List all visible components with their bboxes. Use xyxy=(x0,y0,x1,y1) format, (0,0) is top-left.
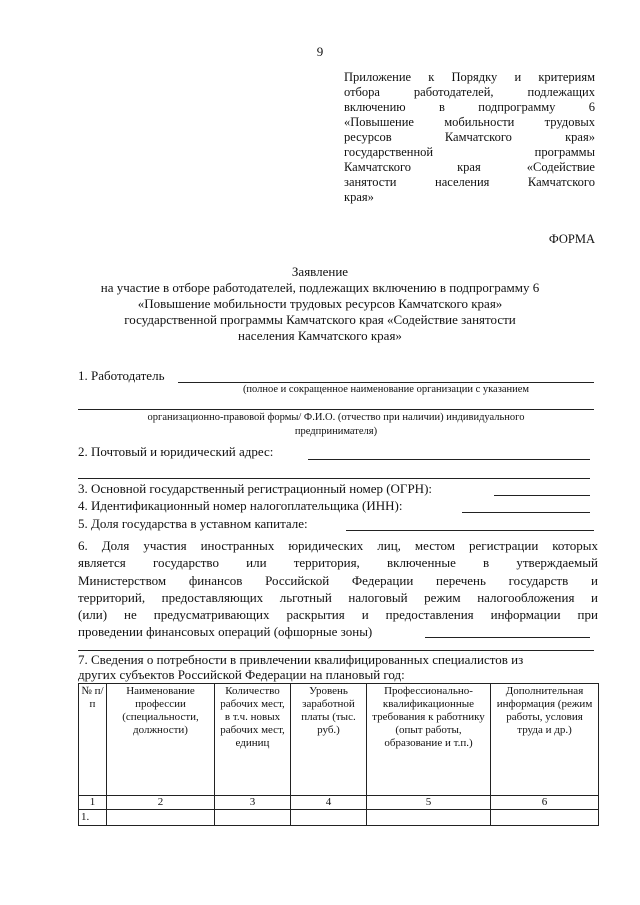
column-number: 4 xyxy=(291,796,367,810)
word: предоставления xyxy=(385,607,474,623)
header-requirements: Профессионально-квалификационные требования к работнику (опыт работы, образование и т.п.) xyxy=(367,684,491,796)
header-additional-info: Дополнительная информация (режим работы, условия труда и др.) xyxy=(491,684,599,796)
text-line xyxy=(344,100,595,115)
word: государство xyxy=(152,555,219,571)
word: программы xyxy=(534,145,595,159)
word: в xyxy=(439,100,445,114)
word: юридических xyxy=(288,538,364,553)
text-line xyxy=(344,160,595,175)
requirements-table xyxy=(78,683,599,826)
title-line: населения Камчатского края» xyxy=(238,328,402,343)
word: подлежащих xyxy=(527,85,595,99)
word: утверждаемый xyxy=(516,555,598,571)
state-share-label: 5. Доля государства в уставном капитале: xyxy=(78,516,308,531)
ogrn-input-line[interactable] xyxy=(494,495,590,496)
table-header-row xyxy=(79,684,599,796)
section7-line: 7. Сведения о потребности в привлечении квалифицированных специалистов из xyxy=(78,652,524,667)
word: налоговый xyxy=(348,589,408,605)
section7-line: других субъектов Российской Федерации на плановый год: xyxy=(78,667,405,682)
word: включенные xyxy=(386,555,456,571)
word: предусматривающих xyxy=(153,607,270,623)
column-number: 6 xyxy=(491,796,599,810)
word: подпрограмму xyxy=(478,100,556,114)
word: иностранных xyxy=(200,538,275,553)
inn-input-line[interactable] xyxy=(462,512,590,513)
application-title xyxy=(70,264,570,344)
text-line xyxy=(344,70,595,85)
word: отбора xyxy=(344,85,380,99)
word: не xyxy=(124,607,137,623)
word: Камчатского xyxy=(527,175,595,189)
table-row xyxy=(79,810,599,826)
address-input-line-2[interactable] xyxy=(78,478,590,479)
text-line xyxy=(78,537,598,554)
offshore-input-line[interactable] xyxy=(425,637,590,638)
employer-input-line-2[interactable] xyxy=(78,409,594,410)
word: регистрации xyxy=(468,538,539,553)
word: режим xyxy=(424,589,461,605)
form-label: ФОРМА xyxy=(548,232,595,246)
additional-info-cell[interactable] xyxy=(491,810,599,826)
text-line xyxy=(344,175,595,190)
word: населения xyxy=(435,175,490,189)
word: критериям xyxy=(538,70,595,84)
word: края» xyxy=(344,190,374,204)
employer-hint: организационно-правовой формы/ Ф.И.О. (отчество при наличии) индивидуального xyxy=(147,412,525,423)
text-line xyxy=(344,130,595,145)
column-number: 3 xyxy=(215,796,291,810)
word: при xyxy=(577,607,598,623)
word: участия xyxy=(143,538,187,553)
section7-heading xyxy=(78,652,598,682)
word: является xyxy=(78,555,126,571)
word: лиц, xyxy=(377,538,401,553)
word: Министерством xyxy=(78,572,167,588)
word: края xyxy=(457,160,481,174)
word: Российской xyxy=(265,572,330,588)
word: (или) xyxy=(78,607,108,623)
text-line xyxy=(344,85,595,100)
word: которых xyxy=(552,538,598,553)
title-line: государственной программы Камчатского края «Содействие занятости xyxy=(124,312,516,327)
word: территорий, xyxy=(78,589,146,605)
inn-label: 4. Идентификационный номер налогоплательщика (ИНН): xyxy=(78,498,403,513)
word: финансов xyxy=(188,572,243,588)
text-line xyxy=(344,115,595,130)
offshore-input-line-2[interactable] xyxy=(78,650,594,651)
word: раскрытия xyxy=(286,607,345,623)
word: территория, xyxy=(293,555,360,571)
word: работодателей, xyxy=(413,85,494,99)
salary-cell[interactable] xyxy=(291,810,367,826)
job-count-cell[interactable] xyxy=(215,810,291,826)
offshore-last-line: проведении финансовых операций (офшорные зоны) xyxy=(78,624,373,639)
word: к xyxy=(428,70,435,84)
word: и xyxy=(591,589,598,605)
word: налогообложения xyxy=(477,589,575,605)
word: Федерации xyxy=(351,572,414,588)
page-number: 9 xyxy=(316,44,324,59)
word: «Содействие xyxy=(526,160,595,174)
address-label: 2. Почтовый и юридический адрес: xyxy=(78,444,274,459)
appendix-caption xyxy=(344,70,595,205)
word: информации xyxy=(490,607,561,623)
word: края» xyxy=(565,130,595,144)
word: местом xyxy=(414,538,455,553)
word: государств xyxy=(508,572,569,588)
text-line xyxy=(344,145,595,160)
header-profession: Наименование профессии (специальности, должности) xyxy=(107,684,215,796)
employer-label: 1. Работодатель xyxy=(78,368,165,383)
profession-cell[interactable] xyxy=(107,810,215,826)
requirements-cell[interactable] xyxy=(367,810,491,826)
word: в xyxy=(483,555,490,571)
title-line: на участие в отборе работодателей, подлежащих включению в подпрограмму 6 xyxy=(100,280,540,295)
word: Доля xyxy=(101,538,130,553)
word: занятости xyxy=(344,175,397,189)
word: Камчатского xyxy=(344,160,412,174)
column-number: 1 xyxy=(79,796,107,810)
address-input-line[interactable] xyxy=(308,459,590,460)
title-line: «Повышение мобильности трудовых ресурсов Камчатского края» xyxy=(137,296,503,311)
column-number: 2 xyxy=(107,796,215,810)
text-line xyxy=(78,554,598,571)
word: и xyxy=(590,572,598,588)
state-share-input-line[interactable] xyxy=(346,530,594,531)
ogrn-label: 3. Основной государственный регистрационный номер (ОГРН): xyxy=(78,481,433,496)
text-line xyxy=(78,589,598,606)
employer-hint: (полное и сокращенное наименование организации с указанием xyxy=(242,384,530,395)
header-salary: Уровень заработной платы (тыс. руб.) xyxy=(291,684,367,796)
column-number-row xyxy=(79,796,599,810)
word: Порядку xyxy=(451,70,498,84)
word: трудовых xyxy=(544,115,595,129)
text-line xyxy=(78,606,598,623)
word: Приложение xyxy=(344,70,412,84)
word: и xyxy=(361,607,369,623)
word: «Повышение xyxy=(344,115,414,129)
word: предоставляющих xyxy=(161,589,264,605)
employer-hint: предпринимателя) xyxy=(294,426,378,437)
word: мобильности xyxy=(444,115,515,129)
text-line xyxy=(78,572,598,589)
word: и xyxy=(514,70,522,84)
word: государственной xyxy=(344,145,434,159)
title-heading: Заявление xyxy=(291,264,349,279)
word: или xyxy=(246,555,267,571)
word: включению xyxy=(344,100,406,114)
word: 6 xyxy=(588,100,595,114)
word: ресурсов xyxy=(344,130,392,144)
header-job-count: Количество рабочих мест, в т.ч. новых рабочих мест, единиц xyxy=(215,684,291,796)
word: Камчатского xyxy=(444,130,512,144)
header-number: № п/п xyxy=(79,684,107,796)
offshore-paragraph xyxy=(78,537,598,623)
text-line xyxy=(344,190,595,205)
column-number: 5 xyxy=(367,796,491,810)
word: льготный xyxy=(279,589,332,605)
row-number-cell: 1. xyxy=(79,810,107,826)
word: 6. xyxy=(78,538,88,553)
word: перечень xyxy=(436,572,486,588)
